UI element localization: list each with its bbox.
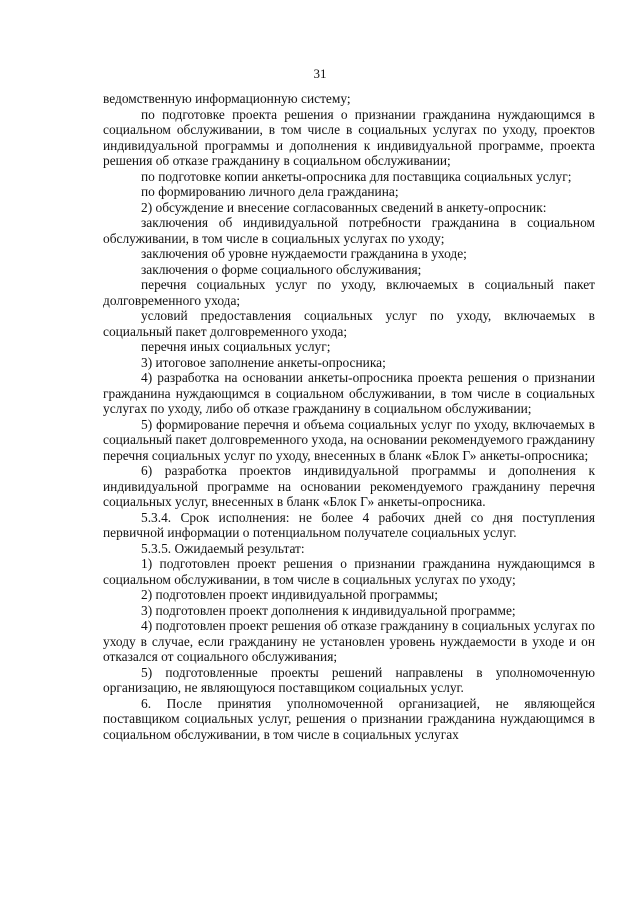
paragraph: ведомственную информационную систему; bbox=[103, 91, 351, 106]
paragraph: 5) подготовленные проекты решений направлены в уполномоченную организацию, не являющуюся поставщиком социальных услуг. bbox=[103, 664, 595, 695]
paragraph: 5) формирование перечня и объема социальных услуг по уходу, включаемых в социальный пакет долговременного ухода, на основании рекомендуемого гражданину перечня социальных услуг по уходу, внесенных в бланк «Блок Г» анкеты-опросника; bbox=[103, 416, 595, 463]
paragraph: перечня социальных услуг по уходу, включаемых в социальный пакет долговременного ухода; bbox=[103, 277, 595, 308]
paragraph: 5.3.4. Срок исполнения: не более 4 рабочих дней со дня поступления первичной информации о потенциальном получателе социальных услуг. bbox=[103, 509, 595, 540]
paragraph: заключения о форме социального обслуживания; bbox=[141, 261, 422, 277]
paragraph: 3) итоговое заполнение анкеты-опросника; bbox=[141, 354, 386, 370]
paragraph: 5.3.5. Ожидаемый результат: bbox=[141, 540, 305, 556]
paragraph: 6. После принятия уполномоченной организацией, не являющейся поставщиком социальных услуг, решения о признании гражданина нуждающимся в социальном обслуживании, в том числе в социальных услугах bbox=[103, 695, 595, 742]
paragraph: 1) подготовлен проект решения о признании гражданина нуждающимся в социальном обслуживании, в том числе в социальных услугах по уходу; bbox=[103, 556, 595, 587]
paragraph: по формированию личного дела гражданина; bbox=[141, 184, 399, 199]
paragraph: 3) подготовлен проект дополнения к индивидуальной программе; bbox=[141, 602, 516, 618]
paragraph: заключения об индивидуальной потребности гражданина в социальном обслуживании, в том числе в социальных услугах по уходу; bbox=[103, 215, 595, 246]
document-body bbox=[103, 91, 595, 742]
paragraph: заключения об уровне нуждаемости гражданина в уходе; bbox=[141, 246, 467, 261]
page-number: 31 bbox=[313, 66, 327, 81]
paragraph: 6) разработка проектов индивидуальной программы и дополнения к индивидуальной программе на основании рекомендуемого гражданину перечня социальных услуг, внесенных в бланк «Блок Г» анкеты-опросника. bbox=[103, 463, 595, 509]
paragraph: 4) разработка на основании анкеты-опросника проекта решения о признании гражданина нуждающимся в социальном обслуживании, в том числе в социальных услугах по уходу, либо об отказе гражданину в социальном обслуживании; bbox=[103, 370, 595, 416]
paragraph: условий предоставления социальных услуг по уходу, включаемых в социальный пакет долговременного ухода; bbox=[103, 308, 595, 339]
paragraph: 2) обсуждение и внесение согласованных сведений в анкету-опросник: bbox=[141, 199, 547, 215]
paragraph: по подготовке копии анкеты-опросника для поставщика социальных услуг; bbox=[141, 168, 572, 184]
paragraph: по подготовке проекта решения о признании гражданина нуждающимся в социальном обслуживании, в том числе в социальных услугах по уходу, проектов индивидуальной программы и дополнения к индивидуальной программе, проекта решения об отказе гражданину в социальном обслуживании; bbox=[103, 106, 595, 168]
paragraph: 2) подготовлен проект индивидуальной программы; bbox=[141, 587, 439, 602]
paragraph: перечня иных социальных услуг; bbox=[141, 339, 331, 354]
paragraph: 4) подготовлен проект решения об отказе гражданину в социальных услугах по уходу в случае, если гражданину не установлен уровень нуждаемости в уходе и он отказался от социального обслуживания; bbox=[103, 618, 595, 664]
